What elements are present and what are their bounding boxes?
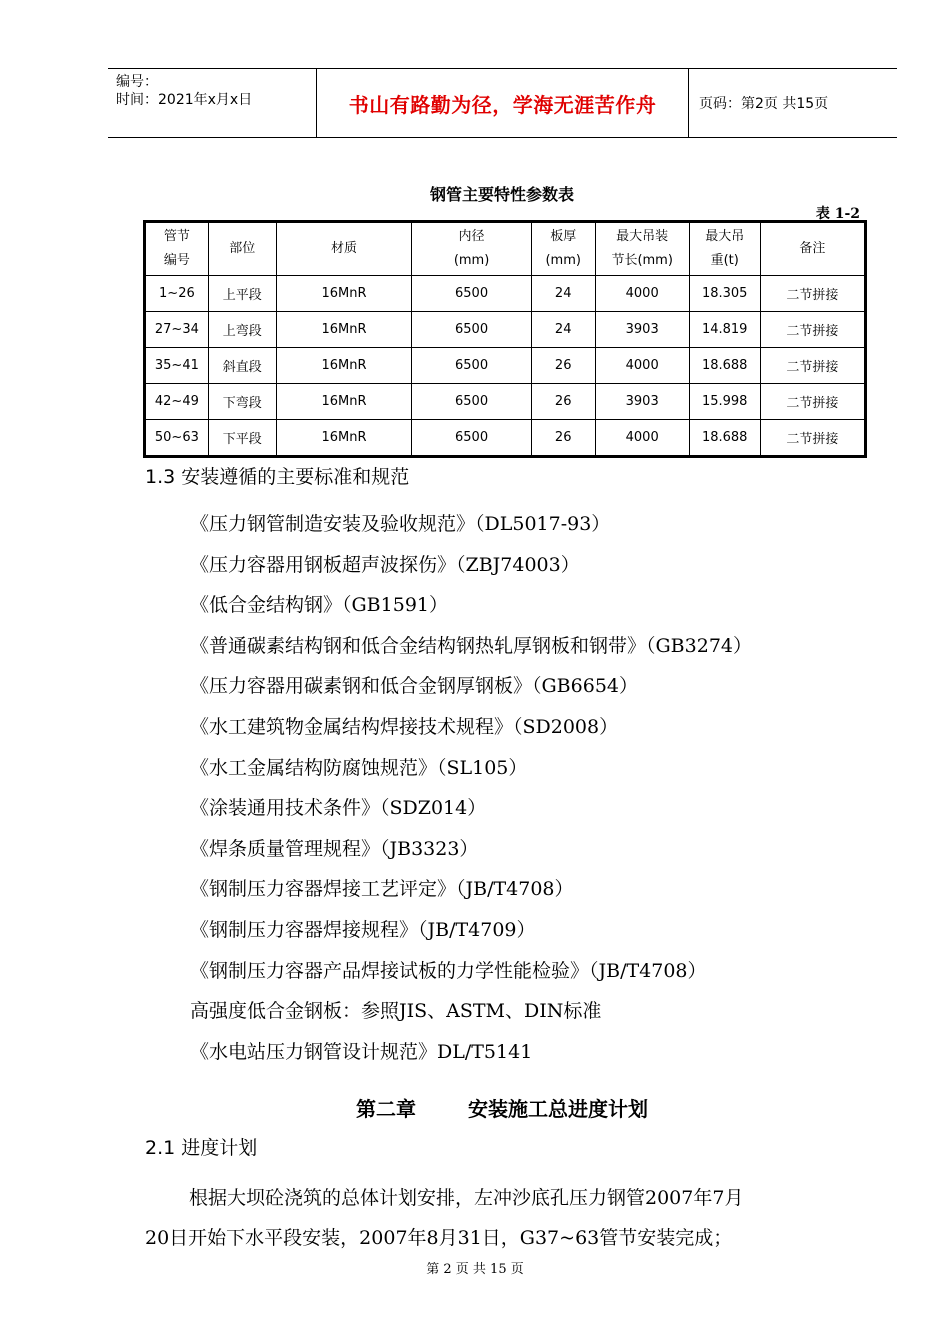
table-cell: 24	[531, 276, 595, 312]
table-cell: 1~26	[146, 276, 209, 312]
header-page-info: 页码：第2页 共15页	[699, 96, 829, 112]
header-cell-max-lift-length: 最大吊装 节长(mm)	[595, 223, 689, 276]
header-cell-remarks: 备注	[760, 223, 864, 276]
table-title: 钢管主要特性参数表	[429, 185, 574, 204]
chapter-title: 安装施工总进度计划	[468, 1097, 648, 1121]
table-cell: 二节拼接	[760, 420, 864, 456]
table-cell: 26	[531, 420, 595, 456]
table-cell: 6500	[412, 384, 531, 420]
list-item: 《普通碳素结构钢和低合金结构钢热轧厚钢板和钢带》（GB3274）	[190, 634, 752, 657]
table-cell: 下平段	[208, 420, 276, 456]
table-cell: 下弯段	[208, 384, 276, 420]
header-cell-section: 部位	[208, 223, 276, 276]
list-item: 《压力容器用碳素钢和低合金钢厚钢板》（GB6654）	[190, 675, 638, 698]
table-number: 表 1-2	[815, 206, 860, 222]
document-time-label: 时间：2021年x月x日	[116, 92, 253, 108]
table-row	[146, 348, 865, 384]
list-item: 《水工建筑物金属结构焊接技术规程》（SD2008）	[190, 715, 619, 738]
standards-list	[190, 504, 752, 1072]
table-cell: 16MnR	[276, 348, 412, 384]
table-cell: 6500	[412, 420, 531, 456]
chapter-heading	[0, 1093, 950, 1122]
header-left-cell	[108, 69, 316, 137]
list-item: 《涂装通用技术条件》（SDZ014）	[190, 797, 487, 820]
header-cell-max-lift-weight: 最大吊 重(t)	[689, 223, 760, 276]
table-cell: 24	[531, 312, 595, 348]
chapter-number: 第二章	[356, 1097, 416, 1121]
table-cell: 16MnR	[276, 312, 412, 348]
table-cell: 6500	[412, 348, 531, 384]
table-cell: 42~49	[146, 384, 209, 420]
paragraph-line: 20日开始下水平段安装，2007年8月31日，G37~63管节安装完成；	[145, 1227, 733, 1249]
list-item: 《钢制压力容器焊接规程》（JB/T4709）	[190, 918, 536, 941]
list-item: 《低合金结构钢》（GB1591）	[190, 594, 448, 617]
table-cell: 二节拼接	[760, 312, 864, 348]
document-number-label: 编号：	[116, 74, 158, 90]
list-item: 《水电站压力钢管设计规范》DL/T5141	[190, 1040, 533, 1063]
list-item: 高强度低合金钢板：参照JIS、ASTM、DIN标准	[190, 1000, 602, 1023]
section-heading-2-1: 2.1 进度计划	[145, 1137, 258, 1159]
steel-pipe-parameter-table	[143, 220, 867, 458]
table-cell: 上弯段	[208, 312, 276, 348]
header-cell-material: 材质	[276, 223, 412, 276]
table-cell: 18.688	[689, 420, 760, 456]
table-cell: 26	[531, 348, 595, 384]
list-item: 《焊条质量管理规程》（JB3323）	[190, 837, 479, 860]
table-cell: 18.688	[689, 348, 760, 384]
table-cell: 16MnR	[276, 276, 412, 312]
table-row	[146, 276, 865, 312]
table-cell: 16MnR	[276, 384, 412, 420]
paragraph-line: 根据大坝砼浇筑的总体计划安排，左冲沙底孔压力钢管2007年7月	[189, 1187, 744, 1209]
header-cell-plate-thickness: 板厚 (mm)	[531, 223, 595, 276]
table-cell: 35~41	[146, 348, 209, 384]
list-item: 《钢制压力容器焊接工艺评定》（JB/T4708）	[190, 878, 574, 901]
header-cell-pipe-number: 管节 编号	[146, 223, 209, 276]
table-row	[146, 312, 865, 348]
table-cell: 二节拼接	[760, 276, 864, 312]
header-cell-inner-diameter: 内径 (mm)	[412, 223, 531, 276]
list-item: 《钢制压力容器产品焊接试板的力学性能检验》（JB/T4708）	[190, 959, 707, 982]
table-cell: 3903	[595, 312, 689, 348]
table-cell: 27~34	[146, 312, 209, 348]
table-cell: 6500	[412, 312, 531, 348]
table-cell: 3903	[595, 384, 689, 420]
table-cell: 上平段	[208, 276, 276, 312]
page-header	[108, 68, 897, 138]
schedule-paragraph	[145, 1178, 845, 1258]
table-cell: 4000	[595, 420, 689, 456]
table-cell: 二节拼接	[760, 348, 864, 384]
table-header-row	[146, 223, 865, 276]
table-cell: 4000	[595, 276, 689, 312]
page-footer: 第 2 页 共 15 页	[426, 1262, 524, 1277]
table-row	[146, 420, 865, 456]
table-cell: 14.819	[689, 312, 760, 348]
table-cell: 26	[531, 384, 595, 420]
list-item: 《压力钢管制造安装及验收规范》（DL5017-93）	[190, 513, 611, 535]
list-item: 《压力容器用钢板超声波探伤》（ZBJ74003）	[190, 553, 580, 576]
table-cell: 6500	[412, 276, 531, 312]
table-cell: 16MnR	[276, 420, 412, 456]
table-cell: 15.998	[689, 384, 760, 420]
table-cell: 4000	[595, 348, 689, 384]
list-item: 《水工金属结构防腐蚀规范》（SL105）	[190, 756, 528, 779]
table-cell: 18.305	[689, 276, 760, 312]
table-row	[146, 384, 865, 420]
table-cell: 50~63	[146, 420, 209, 456]
table-cell: 斜直段	[208, 348, 276, 384]
header-motto: 书山有路勤为径，学海无涯苦作舟	[316, 69, 689, 137]
section-heading-1-3: 1.3 安装遵循的主要标准和规范	[145, 466, 410, 488]
table-cell: 二节拼接	[760, 384, 864, 420]
